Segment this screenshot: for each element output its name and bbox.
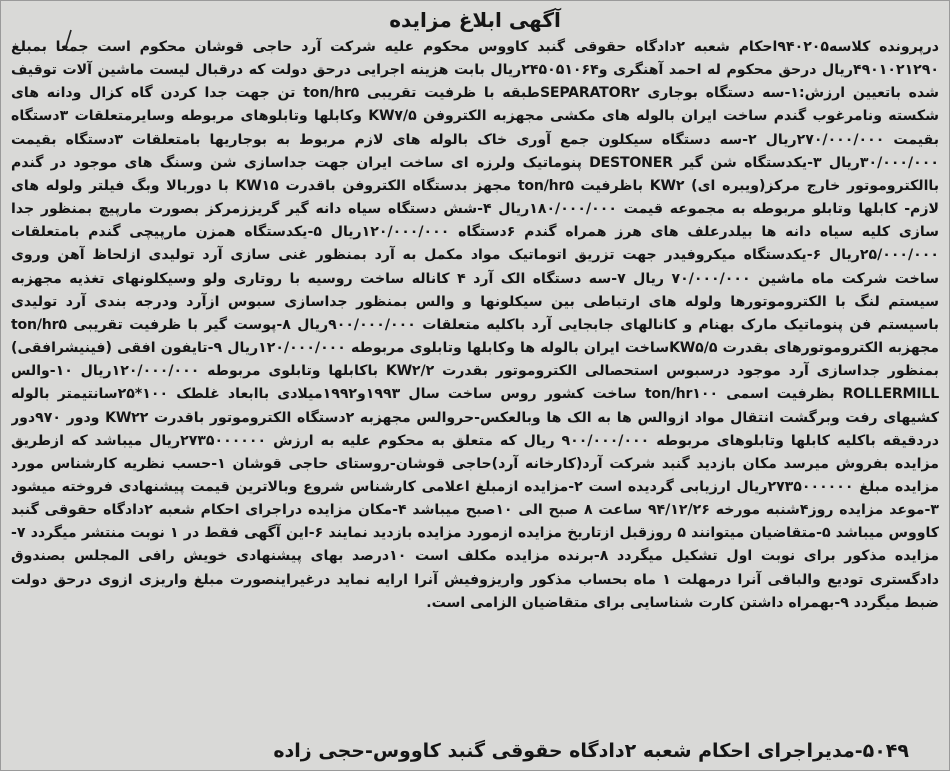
notice-signature: ۵۰۴۹-مدیراجرای احکام شعبه ۲دادگاه حقوقی گنبد کاووس-حجی زاده (273, 740, 909, 762)
notice-body: درپرونده کلاسه۹۴۰۲۰۵احکام شعبه ۲دادگاه حقوقی گنبد کاووس محکوم علیه شرکت آرد حاجی قوشان محکوم است جمعا بمبلغ ۴۹۰۱۰۲۱۲۹۰ریال درحق محکوم له احمد آهنگری و۲۴۵۰۵۱۰۶۴ریال بابت هزینه اجرایی درحق دولت که درقبال لیست ماشین آلات توقیف شده باتعیین ارزش:۱-سه دستگاه بوجاری SEPARATOR۲طبقه با ظرفیت تقریبی ton/hr۵ تن جهت جدا کردن گاه کزال ودانه های شکسته ونامرغوب گندم ساخت ایران بالوله های مکشی مجهزبه الکتروفن KW۷/۵ وکابلها وتابلوهای مربوطه وسایرمتعلقات ۳دستگاه بقیمت ۲۷۰/۰۰۰/۰۰۰ریال ۲-سه دستگاه سیکلون جمع آوری خاک بالوله های لازم مربوط به بوجاریها بامتعلقات ۳دستگاه بقیمت ۳۰/۰۰۰/۰۰۰ریال ۳-یکدستگاه شن گیر DESTONER پنوماتیک ولرزه ای ساخت ایران جهت جداسازی شن وسنگ های موجود در گندم باالکتروموتور خارج مرکز(ویبره ای) KW۲ باظرفیت ton/hr۵ مجهز بدستگاه الکتروفن باقدرت KW۱۵ با دوربالا وبگ فیلتر ولوله های لازم- کابلها وتابلو مربوطه به مجموعه قیمت ۱۸۰/۰۰۰/۰۰۰ریال ۴-شش دستگاه سیاه دانه گیر گریززمرکز بصورت مارپیچ بمنظور جدا سازی کلیه سیاه دانه ها بیلدرعلف های هرز همراه گندم ۶دستگاه ۱۲۰/۰۰۰/۰۰۰ریال ۵-یکدستگاه همزن مارپیچی گندم بامتعلقات ۲۵/۰۰۰/۰۰۰ریال ۶-یکدستگاه میکروفیدر جهت تزریق اتوماتیک مواد مکمل به آرد بمنظور غنی سازی آرد تولیدی ازلحاظ آهن وروی ساخت شرکت ماه ماشین ۷۰/۰۰۰/۰۰۰ ریال ۷-سه دستگاه الک آرد ۴ کاناله ساخت روسیه با روتاری ولو وسیکلونهای تغذیه مجهزبه سیستم لنگ با الکتروموتورها ولوله های ارتباطی بین سیکلونها و والس بمنظور جداسازی سبوس ازآرد ودرجه بندی آرد تولیدی باسیستم فن پنوماتیک مارک بهنام و کانالهای جابجایی آرد باکلیه متعلقات ۹۰۰/۰۰۰/۰۰۰ریال ۸-پوست گیر با ظرفیت تقریبی ton/hr۵ مجهزبه الکتروموتورهای بقدرت KW۵/۵ساخت ایران بالوله ها وکابلها وتابلوی مربوطه ۱۲۰/۰۰۰/۰۰۰ریال ۹-تایفون افقی (فینیشرافقی) بمنظور جداسازی آرد موجود درسبوس استحصالی الکتروموتور بقدرت KW۲/۲ باکابلها وتابلوی مربوطه ۱۲۰/۰۰۰/۰۰۰ریال ۱۰-والس ROLLERMILL بظرفیت اسمی ton/hr۱۰۰ ساخت کشور روس ساخت سال ۱۹۹۳و۱۹۹۲میلادی باابعاد غلطک ۱۰۰*۲۵سانتیمتر بالوله کشیهای رفت وبرگشت انتقال مواد ازوالس ها به الک ها وبالعکس-حروالس مجهزبه ۲دستگاه الکتروموتور باقدرت KW۲۲ ودور ۹۷۰دور دردقیقه باکلیه کابلها وتابلوهای مربوطه ۹۰۰/۰۰۰/۰۰۰ ریال که متعلق به محکوم علیه به ارزش ۲۷۳۵۰۰۰۰۰۰ریال میباشد که ازطریق مزایده بفروش میرسد مکان بازدید گنبد شرکت آرد(کارخانه آرد)حاجی قوشان-روستای حاجی قوشان ۱-حسب نظریه کارشناس مورد مزایده مبلغ ۲۷۳۵۰۰۰۰۰۰ریال ارزیابی گردیده است ۲-مزایده ازمبلغ اعلامی کارشناس شروع وبالاترین قیمت پیشنهادی فروخته میشود ۳-موعد مزایده روز۴شنبه مورخه ۹۴/۱۲/۲۶ ساعت ۸ صبح الی ۱۰صبح میباشد ۴-مکان مزایده دراجرای احکام شعبه ۲دادگاه حقوقی گنبد کاووس میباشد ۵-متقاضیان میتوانند ۵ روزقبل ازتاریخ مزایده ازمورد مزایده بازدید نمایند ۶-این آگهی فقط در ۱ نوبت منتشر میگردد ۷-مزایده مذکور برای نوبت اول تشکیل میگردد ۸-برنده مزایده مکلف است ۱۰درصد بهای پیشنهادی خویش رافی المجلس بصندوق دادگستری تودیع والباقی آنرا درمهلت ۱ ماه بحساب مذکور واریزوفیش آنرا ارایه نماید درغیراینصورت مبلغ واریزی ازوی درحق دولت ضبط میگردد ۹-بهمراه داشتن کارت شناسایی برای متقاضیان الزامی است. (11, 39, 939, 611)
notice-title: آگهی ابلاغ مزایده (389, 8, 561, 32)
pen-mark-icon (63, 29, 73, 51)
